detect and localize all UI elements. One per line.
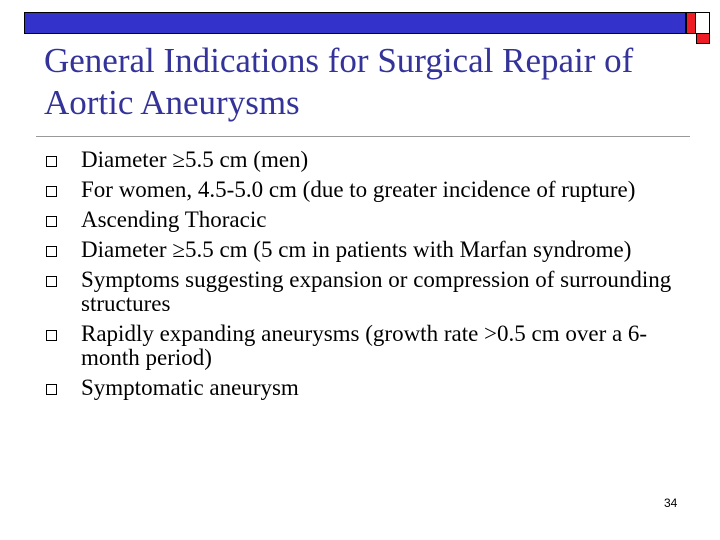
square-bullet-icon (46, 246, 57, 257)
bullet-text: Symptomatic aneurysm (81, 375, 299, 400)
header-corner-red-tab (696, 34, 710, 44)
square-bullet-icon (46, 156, 57, 167)
bullet-text: Ascending Thoracic (81, 207, 267, 232)
square-bullet-icon (46, 186, 57, 197)
bullet-item (44, 238, 684, 262)
square-bullet-icon (46, 384, 57, 395)
square-bullet-icon (46, 330, 57, 341)
header-decorative-bar (24, 12, 686, 34)
bullet-text: Diameter ≥5.5 cm (men) (81, 147, 309, 172)
bullet-text: For women, 4.5-5.0 cm (due to greater incidence of rupture) (81, 177, 636, 202)
bullet-item (44, 322, 684, 370)
page-number: 34 (664, 496, 678, 510)
title-divider (36, 136, 690, 137)
bullet-text: Symptoms suggesting expansion or compression of surrounding structures (81, 267, 672, 316)
square-bullet-icon (46, 276, 57, 287)
bullet-item (44, 178, 684, 202)
bullet-text: Rapidly expanding aneurysms (growth rate >0.5 cm over a 6-month period) (81, 321, 648, 370)
bullet-text: Diameter ≥5.5 cm (5 cm in patients with Marfan syndrome) (81, 237, 632, 262)
header-corner-red-block (686, 12, 696, 34)
slide-title: General Indications for Surgical Repair of Aortic Aneurysms (44, 41, 634, 122)
bullet-item (44, 376, 684, 400)
square-bullet-icon (46, 216, 57, 227)
bullet-item (44, 148, 684, 172)
header-corner-white-block (696, 12, 710, 34)
bullet-item (44, 208, 684, 232)
bullet-list (44, 148, 684, 406)
bullet-item (44, 268, 684, 316)
